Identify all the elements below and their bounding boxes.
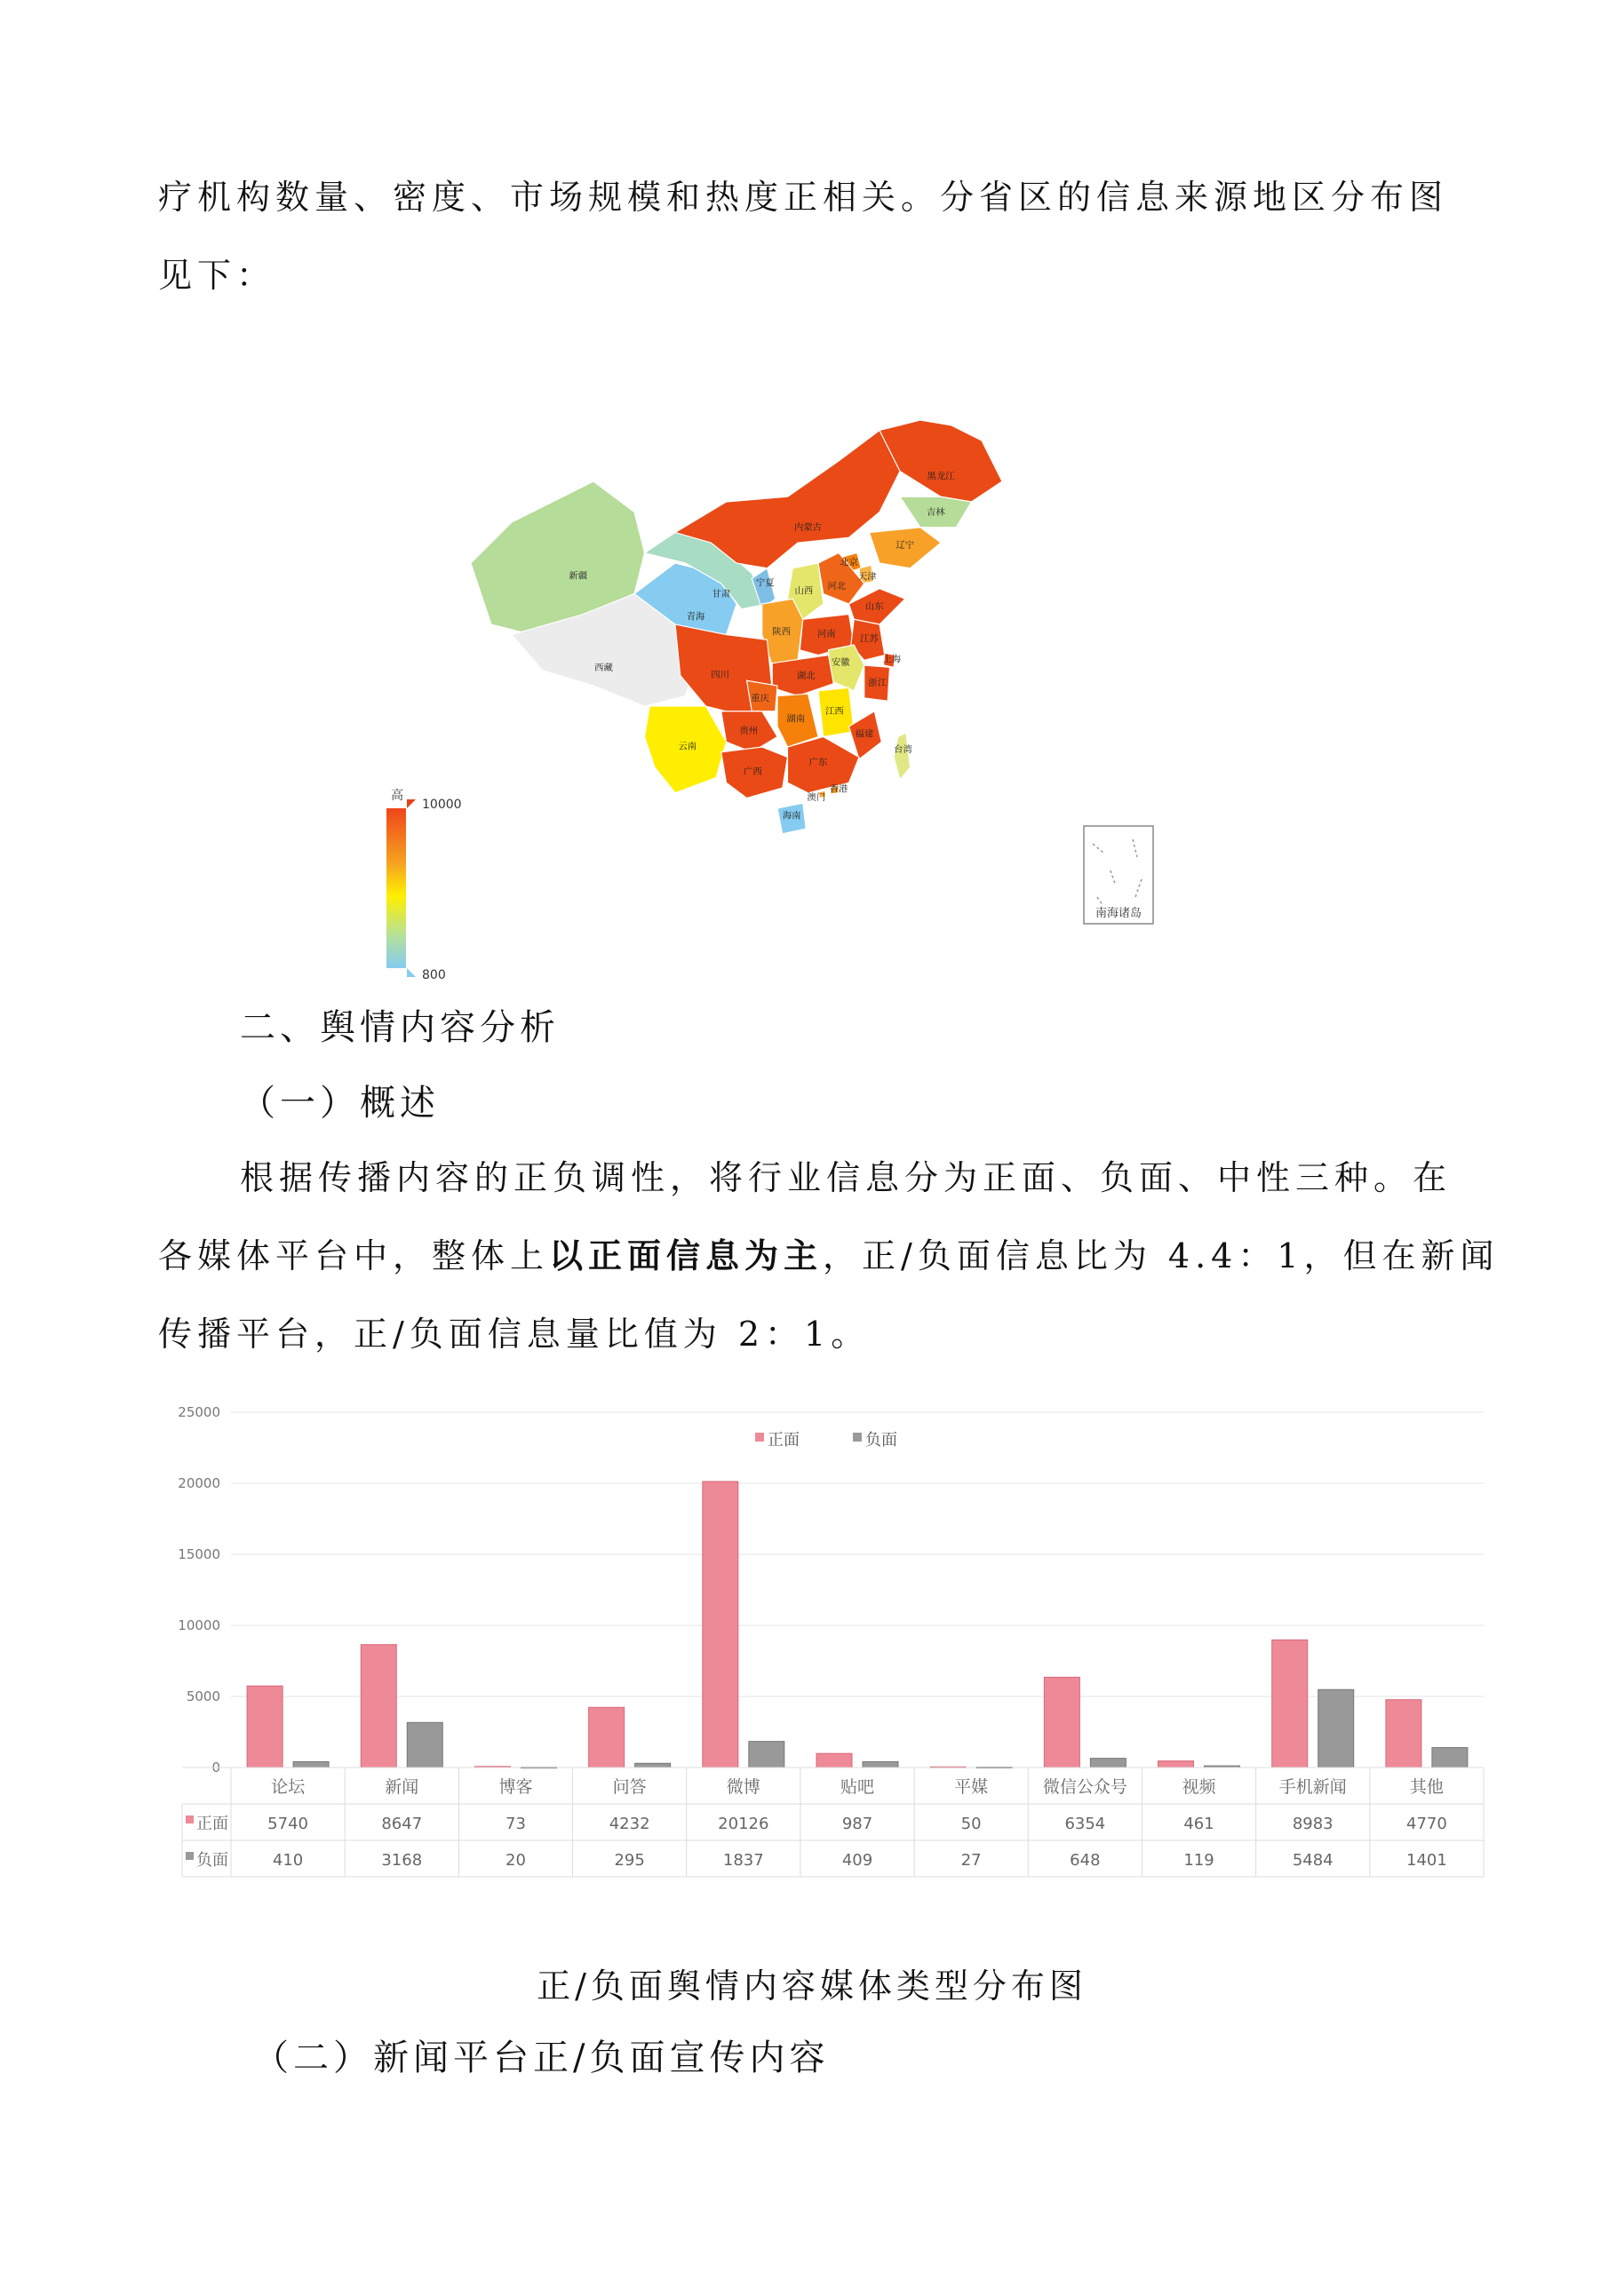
data-label: 20	[506, 1851, 526, 1870]
x-tick-label: 微博	[726, 1777, 760, 1797]
body-line2	[158, 1233, 1500, 1279]
province-label: 天津	[857, 571, 877, 583]
x-tick-label: 贴吧	[840, 1777, 875, 1797]
province-label: 河南	[816, 628, 836, 640]
table-row-label: 负面	[196, 1851, 228, 1870]
bar-positive	[1272, 1640, 1308, 1768]
y-tick-label: 25000	[178, 1404, 220, 1420]
body-line2-a: 各媒体平台中，整体上	[158, 1236, 550, 1275]
bar-negative	[863, 1761, 898, 1768]
bar-negative	[407, 1722, 442, 1768]
x-tick-label: 论坛	[271, 1777, 306, 1797]
legend-color-scale	[386, 808, 406, 968]
province-label: 云南	[678, 741, 697, 752]
bar-positive	[1158, 1761, 1194, 1768]
legend-swatch	[853, 1433, 862, 1442]
data-label: 648	[1070, 1851, 1101, 1870]
province-label: 山西	[794, 585, 814, 597]
data-label: 409	[841, 1851, 873, 1870]
province-label: 青海	[686, 611, 705, 623]
bar-positive	[1386, 1700, 1421, 1768]
y-tick-label: 15000	[178, 1546, 220, 1562]
province-label: 湖北	[796, 670, 816, 681]
y-tick-label: 10000	[178, 1617, 220, 1633]
data-label: 461	[1183, 1815, 1214, 1833]
province-label: 澳门	[807, 791, 826, 803]
data-label: 4232	[609, 1815, 650, 1833]
bar-positive	[816, 1753, 852, 1768]
province-label: 黑龙江	[927, 471, 955, 482]
legend-high-value: 10000	[422, 798, 462, 812]
province-label: 河北	[827, 580, 847, 592]
province-label: 辽宁	[896, 539, 915, 551]
province-label: 上海	[882, 654, 902, 665]
province-label: 北京	[840, 557, 858, 568]
y-tick-label: 20000	[178, 1475, 220, 1491]
bar-negative	[1432, 1748, 1468, 1768]
x-tick-label: 博客	[498, 1777, 533, 1797]
data-label: 5740	[267, 1815, 308, 1833]
province-label: 广西	[744, 767, 762, 778]
inset-label: 南海诸岛	[1095, 907, 1142, 920]
bar-positive	[703, 1482, 738, 1768]
province-label: 福建	[855, 728, 874, 740]
data-label: 8983	[1292, 1815, 1333, 1833]
province-label: 江西	[825, 706, 844, 718]
subsection-heading-news: （二）新闻平台正/负面宣传内容	[253, 2038, 830, 2078]
data-label: 4770	[1406, 1815, 1447, 1833]
table-row-swatch	[186, 1852, 194, 1860]
chart-caption: 正/负面舆情内容媒体类型分布图	[537, 1966, 1087, 2006]
bar-positive	[589, 1707, 625, 1768]
body-line2-emphasis: 以正面信息为主	[549, 1235, 824, 1275]
data-label: 1837	[722, 1851, 764, 1870]
province-台湾	[894, 733, 910, 780]
x-tick-label: 平媒	[954, 1777, 989, 1797]
province-label: 江苏	[860, 633, 879, 645]
bar-negative	[749, 1742, 784, 1768]
province-label: 重庆	[751, 693, 769, 704]
data-label: 50	[960, 1815, 982, 1833]
data-label: 6354	[1064, 1815, 1106, 1833]
province-label: 甘肃	[712, 588, 731, 600]
x-tick-label: 新闻	[385, 1777, 419, 1797]
province-label: 四川	[711, 669, 729, 680]
section-heading-2: 二、舆情内容分析	[240, 1007, 560, 1048]
province-label: 内蒙古	[793, 522, 823, 534]
data-label: 987	[841, 1815, 873, 1833]
legend-swatch	[755, 1433, 764, 1442]
legend-low-value: 800	[422, 968, 446, 982]
legend-high-label: 高	[391, 789, 403, 803]
province-label: 宁夏	[755, 577, 775, 589]
bar-positive	[1044, 1677, 1079, 1768]
bar-positive	[247, 1686, 283, 1768]
province-label: 陕西	[772, 626, 791, 638]
legend-label: 负面	[865, 1431, 897, 1450]
province-label: 安徽	[831, 657, 850, 668]
province-黑龙江	[880, 420, 1002, 502]
china-province-map	[391, 373, 1199, 995]
data-label: 3168	[381, 1851, 423, 1870]
x-tick-label: 视频	[1182, 1777, 1216, 1797]
y-tick-label: 5000	[186, 1688, 220, 1704]
bar-positive	[361, 1645, 396, 1768]
province-label: 西藏	[594, 662, 613, 673]
x-tick-label: 其他	[1409, 1777, 1444, 1797]
data-label: 73	[506, 1815, 526, 1833]
data-label: 5484	[1292, 1851, 1333, 1870]
subsection-heading-overview: （一）概述	[240, 1083, 440, 1124]
bar-negative	[293, 1761, 329, 1768]
x-tick-label: 微信公众号	[1042, 1777, 1127, 1797]
province-label: 贵州	[739, 726, 759, 737]
table-row-swatch	[186, 1815, 194, 1823]
province-label: 香港	[829, 783, 848, 795]
y-tick-label: 0	[211, 1760, 220, 1776]
data-label: 295	[614, 1851, 645, 1870]
x-tick-label: 问答	[612, 1777, 647, 1797]
bar-negative	[1318, 1689, 1354, 1768]
data-label: 119	[1183, 1851, 1214, 1870]
data-label: 8647	[381, 1815, 423, 1833]
data-label: 27	[960, 1851, 982, 1870]
bar-negative	[635, 1763, 671, 1768]
body-line3: 传播平台，正/负面信息量比值为 2：1。	[158, 1315, 871, 1354]
bar-negative	[1090, 1759, 1126, 1768]
province-label: 广东	[808, 757, 828, 768]
data-label: 410	[272, 1851, 304, 1870]
province-label: 台湾	[894, 743, 912, 755]
province-label: 湖南	[786, 713, 806, 725]
province-label: 浙江	[868, 678, 888, 688]
province-label: 新疆	[569, 570, 588, 582]
data-label: 1401	[1406, 1851, 1447, 1870]
body-line2-c: ，正/负面信息比为 4.4：1，但在新闻	[823, 1236, 1500, 1275]
table-row-label: 正面	[196, 1815, 228, 1833]
data-label: 20126	[718, 1815, 769, 1833]
province-label: 山东	[864, 600, 884, 612]
legend-label: 正面	[768, 1431, 800, 1450]
media-type-bar-chart	[169, 1399, 1493, 1879]
intro-paragraph-line1: 疗机构数量、密度、市场规模和热度正相关。分省区的信息来源地区分布图	[158, 178, 1449, 217]
body-line1: 根据传播内容的正负调性，将行业信息分为正面、负面、中性三种。在	[240, 1158, 1453, 1197]
x-tick-label: 手机新闻	[1278, 1777, 1347, 1797]
intro-paragraph-line2: 见下：	[158, 256, 276, 295]
province-label: 吉林	[926, 506, 945, 518]
province-label: 海南	[782, 810, 801, 822]
